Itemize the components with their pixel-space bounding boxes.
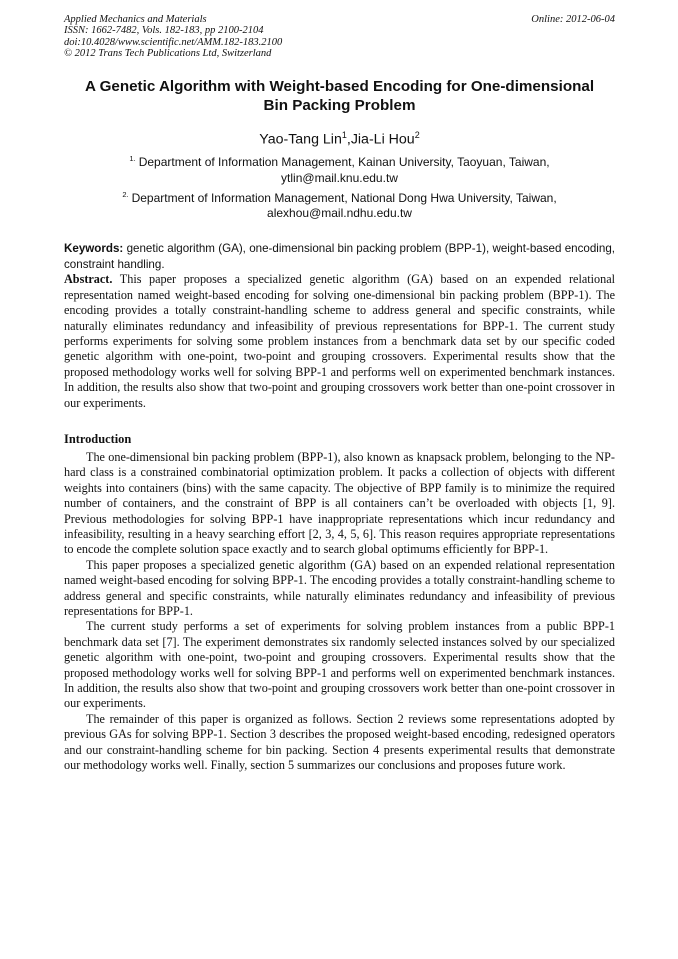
journal-issn: ISSN: 1662-7482, Vols. 182-183, pp 2100-2104: [64, 25, 264, 37]
online-date: Online: 2012-06-04: [531, 14, 615, 25]
keywords-text: genetic algorithm (GA), one-dimensional bin packing problem (BPP-1), weight-based encoding, constraint handling.: [64, 241, 615, 271]
affiliation-1: [64, 151, 615, 186]
author-2-sup: 2: [414, 129, 420, 140]
introduction-paragraph-1: The one-dimensional bin packing problem (BPP-1), also known as knapsack problem, belonging to the NP-hard class is a constrained combinatorial optimization problem. It packs a collection of objects with different weights into containers (bins) with the same capacity. The objective of BPP family is to minimize the required number of containers, and the constraint of BPP is all containers can’t be overloaded with objects [1, 9]. Previous methodologies for solving BPP-1 have inappropriate representations which incur redundancy and infeasibility, resulting in a heavy searching effort [2, 3, 4, 5, 6]. This reason requires appropriate representations to encode the complete solution space exactly and to search global optimums efficiently for BPP-1.: [64, 449, 615, 557]
journal-copyright: © 2012 Trans Tech Publications Ltd, Switzerland: [64, 48, 272, 60]
paper-page: [64, 14, 615, 774]
journal-name: Applied Mechanics and Materials: [64, 14, 207, 25]
paper-title: [64, 77, 615, 115]
author-list: [64, 126, 615, 149]
title-line-1: A Genetic Algorithm with Weight-based Encoding for One-dimensional: [84, 77, 595, 95]
introduction-heading: Introduction: [64, 431, 132, 446]
journal-header: [64, 14, 615, 60]
abstract-text: This paper proposes a specialized genetic algorithm (GA) based on an expended relational representation named weight-based encoding for solving one-dimensional bin packing problem (BPP-1). The encoding provides a totally constraint-handling scheme to address general and specific constraints, while naturally eliminates redundancy and infeasibility of previous representations for BPP-1. The current study performs experiments for solving some problem instances from a benchmark data set by our specific coded genetic algorithm with one-point, two-point and grouping crossovers. Experimental results show that the proposed methodology works well for solving BPP-1 and performs well on experimented benchmark instances. In addition, the results also show that two-point and grouping crossovers work better than one-point crossover in our experiments.: [64, 272, 615, 410]
author-separator: ,: [346, 131, 351, 148]
author-2-name: Jia-Li Hou: [350, 131, 415, 148]
affiliation-2-sup: 2.: [122, 189, 129, 199]
affiliation-2-email: alexhou@mail.ndhu.edu.tw: [267, 206, 412, 221]
abstract-label: Abstract.: [64, 272, 113, 287]
affiliation-2-line-1: Department of Information Management, National Dong Hwa University, Taiwan,: [131, 190, 557, 205]
affiliation-1-email: ytlin@mail.knu.edu.tw: [281, 170, 398, 185]
author-1-sup: 1: [341, 129, 347, 140]
introduction-paragraph-3: The current study performs a set of experiments for solving problem instances from a public BPP-1 benchmark data set [7]. The experiment demonstrates six randomly selected instances solved by our specialized genetic algorithm with one-point, two-point and grouping crossovers. Experimental results show that the proposed methodology works well for solving BPP-1 and performs well on experimented benchmark instances. In addition, the results also show that two-point and grouping crossovers work better than one-point crossover in our experiments.: [64, 619, 615, 711]
affiliation-2: [64, 187, 615, 222]
author-1-name: Yao-Tang Lin: [259, 131, 342, 148]
abstract: [64, 272, 615, 411]
affiliation-1-line-1: Department of Information Management, Kainan University, Taoyuan, Taiwan,: [138, 155, 550, 170]
keywords: [64, 241, 615, 273]
keywords-label: Keywords:: [64, 241, 124, 255]
introduction-paragraph-4: The remainder of this paper is organized as follows. Section 2 reviews some representations adopted by previous GAs for solving BPP-1. Section 3 describes the proposed weight-based encoding, redesigned operators and our constraint-handling scheme for bin packing. Section 4 presents experimental results that demonstrate our methodology works well. Finally, section 5 summarizes our conclusions and proposes future work.: [64, 711, 615, 773]
affiliation-1-sup: 1.: [129, 154, 136, 164]
journal-doi: doi:10.4028/www.scientific.net/AMM.182-183.2100: [64, 36, 283, 48]
introduction-paragraph-2: This paper proposes a specialized genetic algorithm (GA) based on an expended relational representation named weight-based encoding for solving BPP-1. The encoding provides a totally constraint-handling scheme to address general and specific constraints, while naturally eliminates redundancy and infeasibility of previous representations for BPP-1.: [64, 557, 615, 619]
title-line-2: Bin Packing Problem: [263, 96, 416, 114]
